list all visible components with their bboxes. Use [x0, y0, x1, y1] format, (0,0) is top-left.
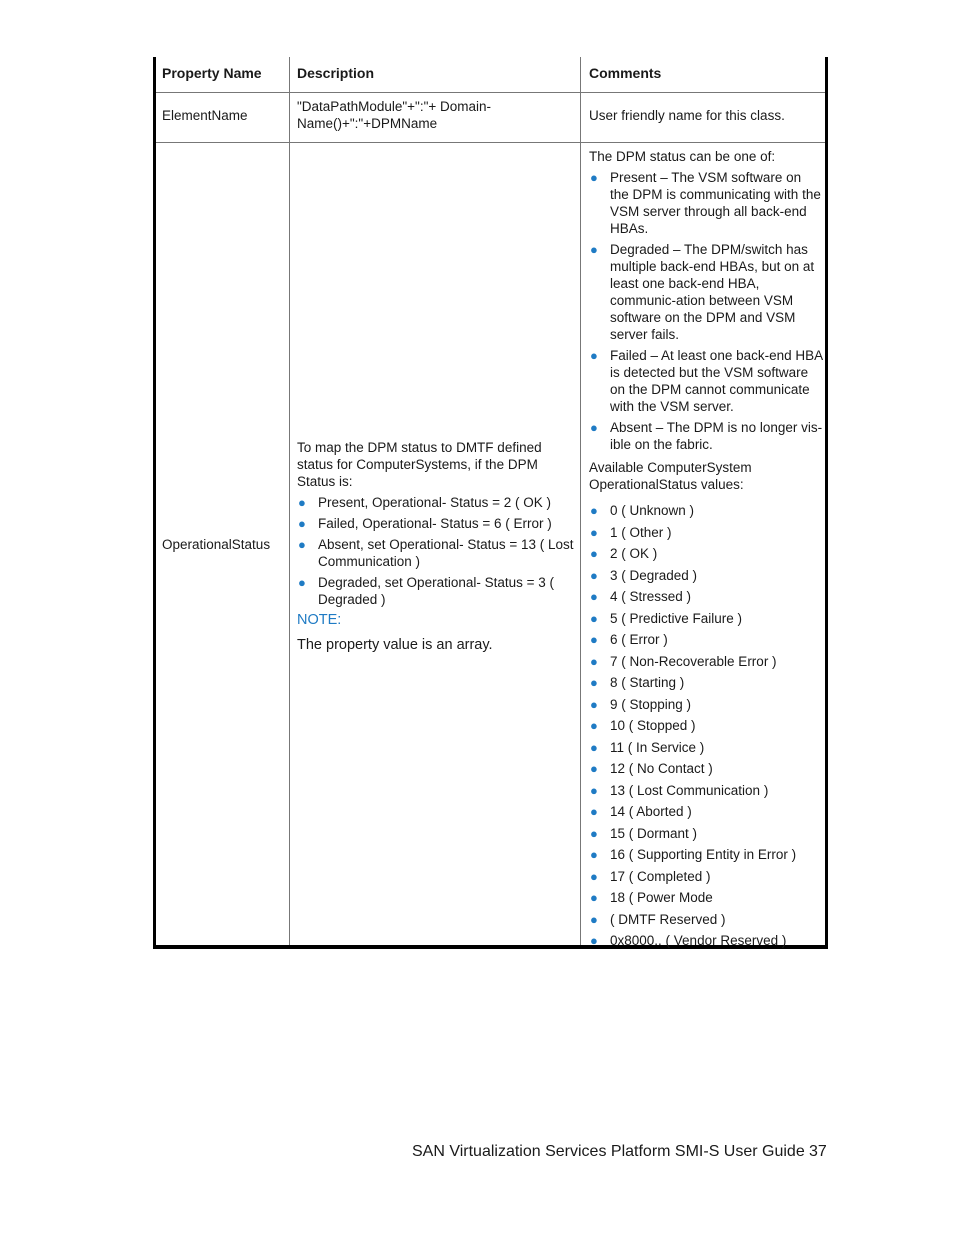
list-item: ● 6 ( Error ) [590, 632, 668, 647]
list-item: ● Degraded – The DPM/switch has multiple back-end HBAs, but on at least one back-end HBA, communic-ation between VSM software on the DPM and VSM server fails. [590, 242, 815, 342]
bullet-icon: ● [590, 503, 598, 518]
bullet-icon: ● [590, 847, 598, 862]
description-intro: To map the DPM status to DMTF defined status for ComputerSystems, if the DPM Status is: [297, 440, 542, 489]
list-item: ● ( DMTF Reserved ) [590, 911, 726, 927]
row2-property: OperationalStatus [162, 537, 271, 552]
list-item: ● Degraded, set Operational- Status = 3 ( Degraded ) [298, 575, 555, 607]
bullet-icon: ● [298, 537, 306, 552]
row-divider [156, 92, 825, 93]
row2-comments [589, 148, 823, 954]
bullet-icon: ● [590, 170, 598, 185]
list-item: ● 16 ( Supporting Entity in Error ) [590, 847, 797, 862]
footer-title: SAN Virtualization Services Platform SMI-S User Guide [412, 1143, 805, 1160]
column-divider [580, 57, 581, 945]
bullet-icon: ● [590, 546, 598, 561]
header-comments: Comments [589, 65, 662, 81]
list-item: ● 7 ( Non-Recoverable Error ) [590, 653, 777, 669]
bullet-icon: ● [590, 933, 598, 948]
bullet-icon: ● [590, 890, 598, 905]
bullet-icon: ● [590, 524, 598, 540]
list-item: ● 10 ( Stopped ) [590, 718, 696, 733]
bullet-icon: ● [590, 911, 598, 927]
list-item: ● 5 ( Predictive Failure ) [590, 610, 743, 626]
bullet-icon: ● [590, 675, 598, 690]
list-item: ● 1 ( Other ) [590, 524, 672, 540]
bullet-icon: ● [590, 348, 598, 363]
bullet-icon: ● [590, 420, 598, 435]
list-item: ● 0 ( Unknown ) [590, 503, 695, 518]
list-item: ● Absent, set Operational- Status = 13 ( Lost Communication ) [298, 537, 574, 569]
list-item: ● 11 ( In Service ) [590, 739, 705, 755]
bullet-icon: ● [590, 825, 598, 841]
bullet-icon: ● [590, 761, 598, 776]
bullet-icon: ● [590, 242, 598, 257]
list-item: ● 12 ( No Contact ) [590, 761, 713, 776]
status-values-list [589, 502, 823, 949]
row1-comments: User friendly name for this class. [589, 108, 785, 123]
list-item: ● 0x8000.. ( Vendor Reserved ) [590, 933, 787, 948]
list-item: ● 4 ( Stressed ) [590, 589, 692, 604]
note-text: The property value is an array. [297, 637, 493, 653]
bullet-icon: ● [590, 868, 598, 884]
note-label: NOTE: [297, 612, 342, 628]
status-bullet-list [589, 169, 823, 453]
list-item: ● Absent – The DPM is no longer vis-ible on the fabric. [590, 420, 823, 452]
bullet-icon: ● [590, 718, 598, 733]
list-item: ● 18 ( Power Mode [590, 890, 713, 905]
list-item: ● 9 ( Stopping ) [590, 696, 692, 712]
bullet-icon: ● [590, 696, 598, 712]
bullet-icon: ● [590, 632, 598, 647]
bullet-icon: ● [590, 567, 598, 583]
bullet-icon: ● [590, 610, 598, 626]
page-number: 37 [809, 1143, 827, 1160]
list-item: ● 13 ( Lost Communication ) [590, 782, 769, 798]
list-item: ● Present – The VSM software on the DPM is communicating with the VSM server through all back-end HBAs. [590, 170, 821, 236]
list-item: ● 2 ( OK ) [590, 546, 658, 561]
list-item: ● 3 ( Degraded ) [590, 567, 698, 583]
description-bullet-list [297, 494, 575, 608]
column-divider [289, 57, 290, 945]
list-item: ● 14 ( Aborted ) [590, 804, 692, 819]
list-item: ● 15 ( Dormant ) [590, 825, 698, 841]
bullet-icon: ● [590, 782, 598, 798]
list-item: ● Failed, Operational- Status = 6 ( Error ) [298, 516, 552, 531]
bullet-icon: ● [590, 804, 598, 819]
bullet-icon: ● [298, 516, 306, 531]
header-description: Description [297, 65, 375, 81]
comments-intro: The DPM status can be one of: [589, 149, 776, 164]
bullet-icon: ● [298, 575, 306, 590]
row1-property: ElementName [162, 108, 248, 123]
row2-description [297, 439, 575, 654]
bullet-icon: ● [298, 495, 306, 510]
available-values-label: Available ComputerSystem OperationalStatus values: [589, 460, 752, 492]
header-property-name: Property Name [162, 65, 262, 81]
row1-description: "DataPathModule"+":"+ Domain-Name()+":"+DPMName [297, 99, 492, 131]
bullet-icon: ● [590, 653, 598, 669]
property-table [153, 57, 828, 949]
list-item: ● Failed – At least one back-end HBA is detected but the VSM software on the DPM cannot communicate with the VSM server. [590, 348, 823, 414]
list-item: ● Present, Operational- Status = 2 ( OK ) [298, 495, 551, 510]
list-item: ● 8 ( Starting ) [590, 675, 685, 690]
row-divider [156, 142, 825, 143]
bullet-icon: ● [590, 589, 598, 604]
list-item: ● 17 ( Completed ) [590, 868, 711, 884]
bullet-icon: ● [590, 739, 598, 755]
